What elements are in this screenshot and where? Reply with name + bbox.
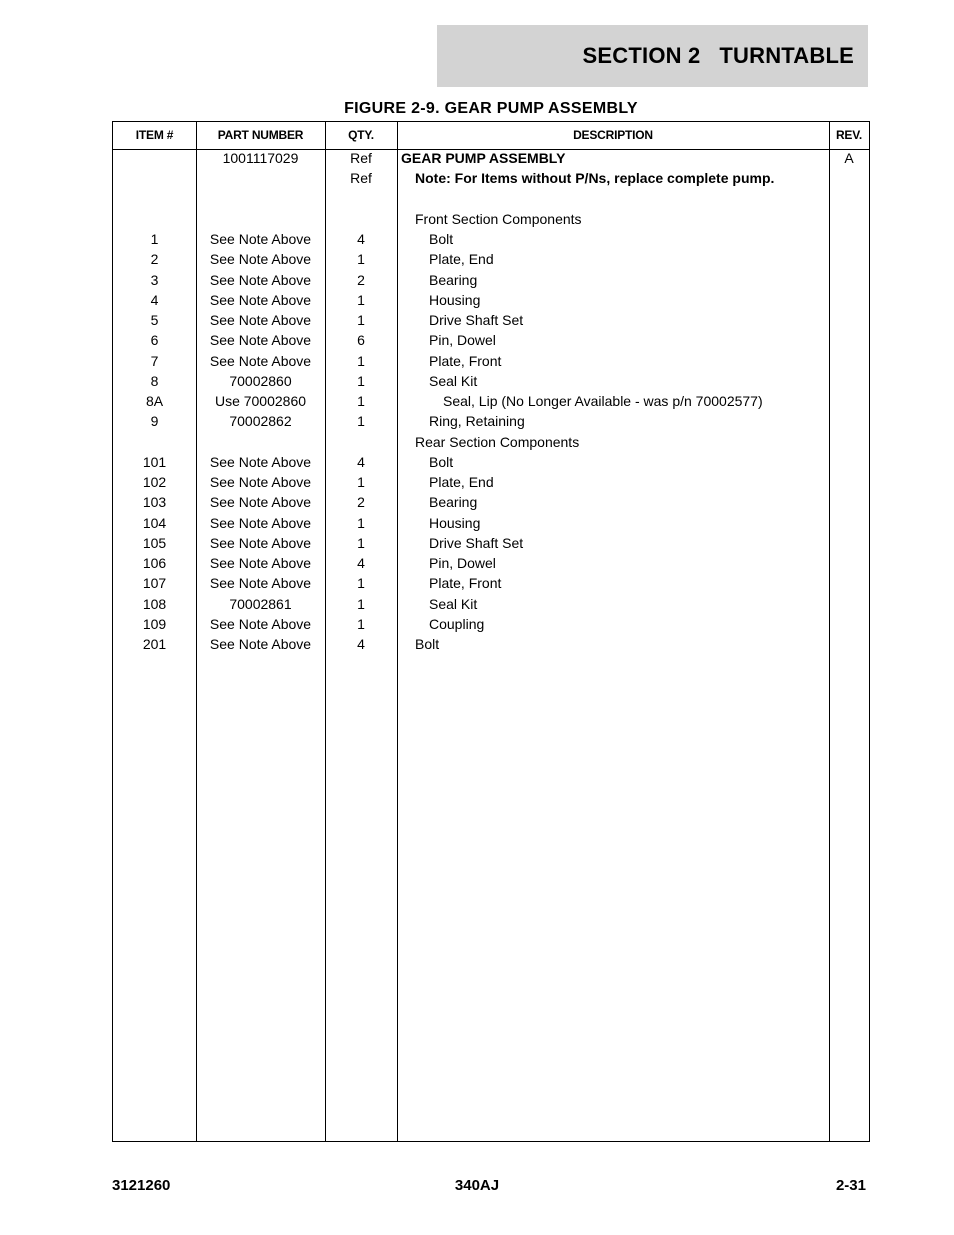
part-number-cell: See Note Above [209, 555, 312, 571]
part-number-cell: See Note Above [209, 615, 312, 632]
part-number-cell: See Note Above [209, 271, 312, 288]
table-row [113, 573, 869, 593]
description-cell: Ring, Retaining [429, 413, 525, 430]
description-cell: Pin, Dowel [429, 332, 496, 349]
item-cell [113, 189, 196, 209]
item-cell [113, 432, 196, 452]
rev-cell [829, 189, 869, 209]
table-row [113, 209, 869, 229]
part-number-cell: See Note Above [209, 251, 312, 268]
column-header-part-number: PART NUMBER [217, 128, 304, 142]
item-cell: 109 [142, 615, 167, 632]
section-header [437, 25, 868, 87]
table-row [113, 351, 869, 371]
figure-title: FIGURE 2-9. GEAR PUMP ASSEMBLY [344, 100, 638, 117]
rev-cell [829, 492, 869, 512]
qty-cell: 1 [357, 474, 365, 490]
table-row [113, 432, 869, 452]
description-cell: Bolt [429, 453, 454, 470]
item-cell: 9 [150, 413, 159, 430]
rev-cell [829, 209, 869, 229]
footer-document-number: 3121260 [112, 1177, 171, 1194]
table-row [113, 452, 869, 472]
qty-cell: 1 [357, 393, 365, 409]
part-number-cell: See Note Above [209, 494, 312, 511]
table-row [113, 148, 869, 168]
rev-cell [829, 229, 869, 249]
rev-cell [829, 249, 869, 269]
part-number-cell: See Note Above [209, 332, 312, 349]
item-cell: 8 [150, 372, 159, 389]
rev-cell [829, 351, 869, 371]
table-row [113, 270, 869, 290]
qty-cell: 4 [357, 555, 365, 571]
qty-cell: 4 [357, 231, 365, 247]
rev-cell [829, 330, 869, 350]
item-cell [113, 168, 196, 188]
footer-page-number: 2-31 [835, 1177, 866, 1194]
part-number-cell: Use 70002860 [214, 393, 307, 409]
description-cell: Bolt [415, 636, 440, 652]
rev-cell [829, 573, 869, 593]
qty-cell: 1 [357, 534, 365, 551]
table-row [113, 229, 869, 249]
table-row [113, 371, 869, 391]
part-number-cell: See Note Above [209, 575, 312, 592]
item-cell: 102 [142, 474, 167, 490]
rev-cell [829, 634, 869, 654]
rev-cell [829, 553, 869, 573]
rev-cell [829, 472, 869, 492]
item-cell: 103 [142, 494, 167, 511]
rev-cell [829, 290, 869, 310]
qty-cell: 1 [357, 575, 365, 592]
item-cell: 4 [150, 291, 159, 308]
table-row [113, 634, 869, 654]
part-number-cell: See Note Above [209, 474, 312, 490]
description-cell: Seal, Lip (No Longer Available - was p/n 70002577) [443, 393, 763, 409]
qty-cell: 1 [357, 514, 365, 531]
item-cell: 101 [142, 453, 167, 470]
description-cell: Housing [429, 291, 481, 308]
item-cell: 2 [150, 251, 159, 268]
section-title: SECTION 2 TURNTABLE [582, 43, 854, 68]
part-number-cell: See Note Above [209, 514, 312, 531]
table-row [113, 189, 869, 209]
part-number-cell: See Note Above [209, 352, 312, 369]
qty-cell: 1 [357, 291, 365, 308]
table-row [113, 614, 869, 634]
rev-cell [829, 371, 869, 391]
column-header-rev: REV. [835, 128, 863, 142]
rev-cell [829, 391, 869, 411]
item-cell: 8A [145, 393, 164, 409]
table-row [113, 553, 869, 573]
qty-cell: 6 [357, 332, 365, 349]
description-cell: Plate, End [429, 251, 494, 268]
description-cell: Plate, Front [429, 352, 502, 369]
description-cell: Note: For Items without P/Ns, replace complete pump. [415, 170, 775, 187]
description-cell: Pin, Dowel [429, 555, 496, 571]
item-cell: 108 [142, 595, 167, 612]
table-row [113, 310, 869, 330]
qty-cell: 1 [357, 615, 365, 632]
part-number-cell [196, 432, 325, 452]
item-cell: 7 [150, 352, 159, 369]
table-row [113, 411, 869, 431]
footer-model: 340AJ [454, 1177, 500, 1194]
item-cell: 107 [142, 575, 167, 592]
qty-cell [325, 432, 397, 452]
item-cell [113, 209, 196, 229]
column-header-qty: QTY. [348, 128, 374, 142]
description-cell: Housing [429, 514, 481, 531]
qty-cell: Ref [350, 150, 372, 166]
description-cell: GEAR PUMP ASSEMBLY [401, 150, 566, 166]
rev-cell [829, 614, 869, 634]
qty-cell: 1 [357, 251, 365, 268]
qty-cell: 1 [357, 413, 365, 430]
description-cell: Drive Shaft Set [429, 312, 524, 328]
rev-cell [829, 168, 869, 188]
rev-cell [829, 270, 869, 290]
part-number-cell [196, 209, 325, 229]
qty-cell: 1 [357, 372, 365, 389]
part-number-cell: See Note Above [209, 453, 312, 470]
description-cell: Front Section Components [415, 210, 582, 227]
description-cell: Plate, Front [429, 575, 502, 592]
rev-cell [829, 452, 869, 472]
table-row [113, 330, 869, 350]
description-cell: Rear Section Components [415, 433, 580, 450]
table-row [113, 513, 869, 533]
qty-cell: 4 [357, 453, 365, 470]
item-cell: 6 [150, 332, 159, 349]
table-row [113, 168, 869, 188]
table-row [113, 472, 869, 492]
part-number-cell [196, 189, 325, 209]
part-number-cell: See Note Above [209, 231, 312, 247]
part-number-cell: See Note Above [209, 534, 312, 551]
qty-cell: Ref [350, 170, 372, 187]
item-cell: 104 [142, 514, 167, 531]
description-cell: Bearing [429, 271, 478, 288]
part-number-cell [196, 168, 325, 188]
qty-cell: 1 [357, 312, 365, 328]
qty-cell: 2 [357, 494, 365, 511]
table-row [113, 391, 869, 411]
part-number-cell: See Note Above [209, 291, 312, 308]
description-cell: Plate, End [429, 474, 494, 490]
table-row [113, 249, 869, 269]
item-cell: 106 [142, 555, 167, 571]
table-row [113, 533, 869, 553]
table-row [113, 594, 869, 614]
item-cell: 1 [150, 231, 159, 247]
qty-cell: 1 [357, 595, 365, 612]
description-cell [401, 189, 857, 209]
description-cell: Bolt [429, 231, 454, 247]
item-cell: 201 [142, 636, 167, 652]
description-cell: Seal Kit [429, 595, 478, 612]
qty-cell: 1 [357, 352, 365, 369]
table-row [113, 290, 869, 310]
item-cell [113, 148, 196, 168]
qty-cell: 4 [357, 636, 365, 652]
qty-cell [325, 189, 397, 209]
part-number-cell: 70002861 [229, 595, 292, 612]
qty-cell: 2 [357, 271, 365, 288]
table-row [113, 492, 869, 512]
description-cell: Bearing [429, 494, 478, 511]
rev-cell: A [844, 150, 854, 166]
description-cell: Drive Shaft Set [429, 534, 524, 551]
rev-cell [829, 533, 869, 553]
part-number-cell: 1001117029 [222, 150, 299, 166]
rev-cell [829, 310, 869, 330]
item-cell: 105 [142, 534, 167, 551]
item-cell: 5 [150, 312, 159, 328]
column-header-description: DESCRIPTION [573, 128, 653, 142]
description-cell: Seal Kit [429, 372, 478, 389]
parts-table [112, 121, 870, 1142]
description-cell: Coupling [429, 615, 485, 632]
part-number-cell: 70002862 [229, 413, 292, 430]
rev-cell [829, 513, 869, 533]
item-cell: 3 [150, 271, 159, 288]
rev-cell [829, 411, 869, 431]
part-number-cell: See Note Above [209, 636, 312, 652]
rev-cell [829, 594, 869, 614]
part-number-cell: See Note Above [209, 312, 312, 328]
part-number-cell: 70002860 [229, 372, 292, 389]
qty-cell [325, 209, 397, 229]
rev-cell [829, 432, 869, 452]
column-header-item: ITEM # [135, 128, 174, 142]
